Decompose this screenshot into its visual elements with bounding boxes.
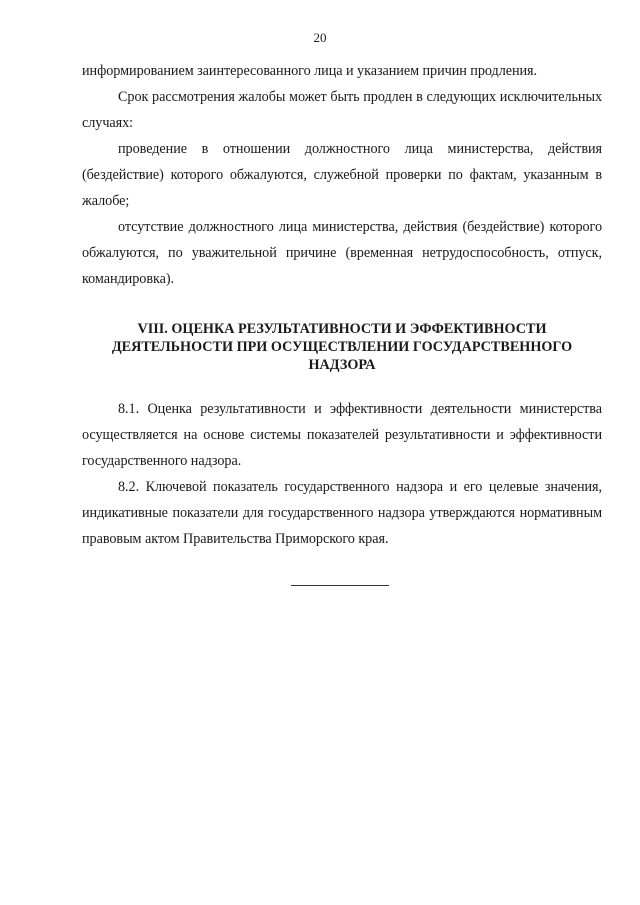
section-heading-line-1: VIII. ОЦЕНКА РЕЗУЛЬТАТИВНОСТИ И ЭФФЕКТИВНОСТИ xyxy=(137,321,547,337)
end-divider-line xyxy=(291,585,389,586)
paragraph-case-absence: отсутствие должностного лица министерства, действия (бездействие) которого обжалуются, по уважительной причине (временная нетрудоспособность, отпуск, командировка). xyxy=(82,219,602,287)
paragraph-8-1: 8.1. Оценка результативности и эффективности деятельности министерства осуществляется на основе системы показателей результативности и эффективности государственного надзора. xyxy=(82,401,602,469)
section-heading-line-2: ДЕЯТЕЛЬНОСТИ ПРИ ОСУЩЕСТВЛЕНИИ ГОСУДАРСТВЕННОГО xyxy=(111,339,573,355)
paragraph-case-inspection: проведение в отношении должностного лица министерства, действия (бездействие) которого обжалуются, служебной проверки по фактам, указанным в жалобе; xyxy=(82,141,602,209)
section-heading xyxy=(82,320,602,374)
page-number: 20 xyxy=(313,30,327,45)
paragraph-extension-cases: Срок рассмотрения жалобы может быть продлен в следующих исключительных случаях: xyxy=(82,89,602,131)
paragraph-8-2: 8.2. Ключевой показатель государственного надзора и его целевые значения, индикативные показатели для государственного надзора утверждаются нормативным правовым актом Правительства Приморского края. xyxy=(82,479,602,547)
paragraph-continuation: информированием заинтересованного лица и указанием причин продления. xyxy=(82,63,538,79)
body-text-bottom xyxy=(82,396,602,552)
body-text-top xyxy=(82,58,602,292)
section-heading-line-3: НАДЗОРА xyxy=(308,357,376,373)
